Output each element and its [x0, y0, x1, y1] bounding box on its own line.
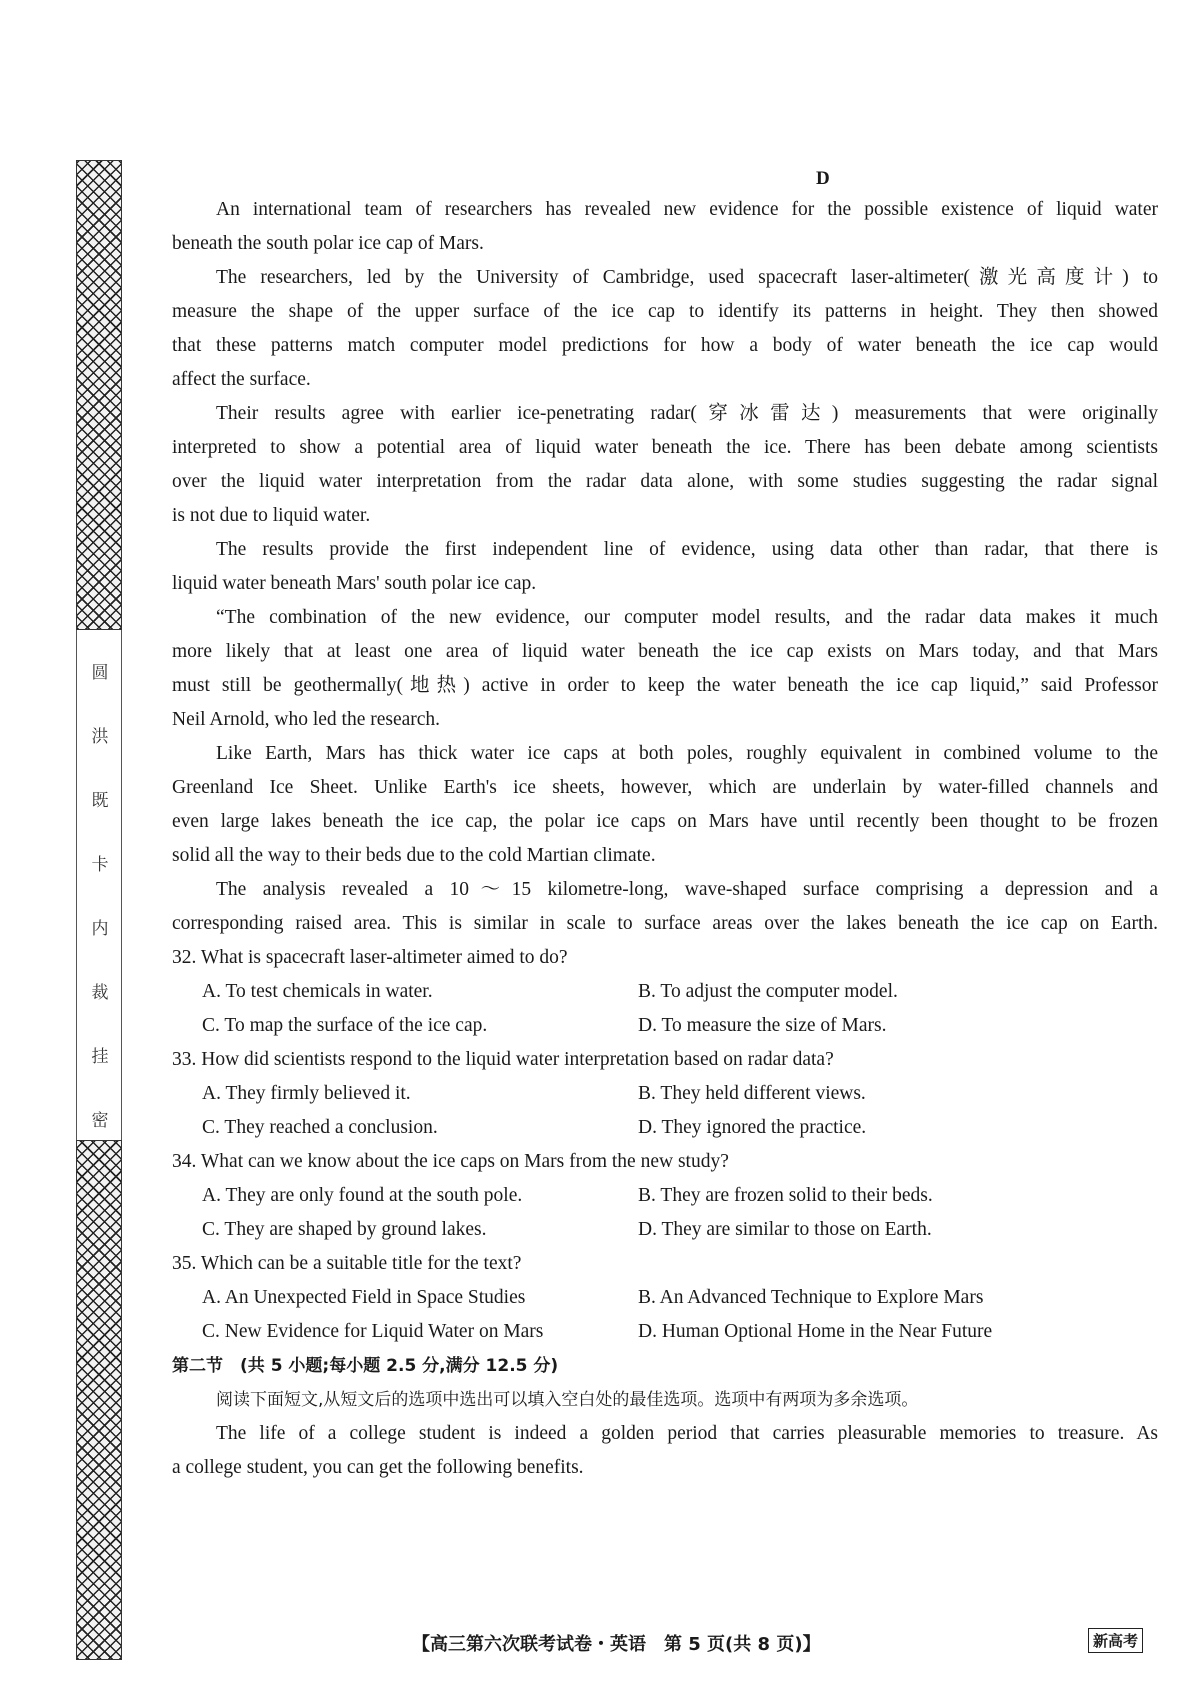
seal-char: 内 — [91, 919, 109, 939]
question-stem: 35. Which can be a suitable title for the text? — [172, 1253, 522, 1274]
decorative-pattern-bottom — [76, 1140, 122, 1660]
passage-line: The life of a college student is indeed a golden period that carries pleasurable memories to treasure. As — [216, 1423, 1158, 1444]
option-d[interactable]: D. They ignored the practice. — [638, 1117, 867, 1138]
passage-line: Their results agree with earlier ice-penetrating radar(穿冰雷达) measurements that were originally — [216, 403, 1158, 424]
decorative-pattern-top — [76, 160, 122, 630]
seal-char: 裁 — [91, 983, 109, 1003]
passage-line: even large lakes beneath the ice cap, the polar ice caps on Mars have until recently been thought to be frozen — [172, 811, 1158, 832]
passage-line: The results provide the first independent line of evidence, using data other than radar, that there is — [216, 539, 1158, 560]
passage-line: that these patterns match computer model predictions for how a body of water beneath the ice cap would — [172, 335, 1158, 356]
option-a[interactable]: A. An Unexpected Field in Space Studies — [202, 1287, 526, 1308]
option-b[interactable]: B. An Advanced Technique to Explore Mars — [638, 1287, 984, 1308]
seal-char: 密 — [91, 1111, 109, 1131]
option-c[interactable]: C. They are shaped by ground lakes. — [202, 1219, 487, 1240]
seal-line — [76, 630, 122, 1140]
passage-line: over the liquid water interpretation from the radar data alone, with some studies suggesting the radar signal — [172, 471, 1158, 492]
exam-badge: 新高考 — [1088, 1628, 1143, 1653]
binding-strip — [76, 160, 122, 1660]
option-c[interactable]: C. To map the surface of the ice cap. — [202, 1015, 488, 1036]
passage-line: liquid water beneath Mars' south polar ice cap. — [172, 573, 537, 594]
seal-char: 挂 — [91, 1047, 109, 1067]
option-c[interactable]: C. They reached a conclusion. — [202, 1117, 438, 1138]
seal-char: 圆 — [91, 663, 109, 683]
passage-line: Greenland Ice Sheet. Unlike Earth's ice sheets, however, which are underlain by water-filled channels and — [172, 777, 1158, 798]
question-stem: 33. How did scientists respond to the liquid water interpretation based on radar data? — [172, 1049, 834, 1070]
passage-line: An international team of researchers has revealed new evidence for the possible existence of liquid water — [216, 199, 1158, 220]
option-a[interactable]: A. To test chemicals in water. — [202, 981, 433, 1002]
passage-line: Neil Arnold, who led the research. — [172, 709, 441, 730]
option-c[interactable]: C. New Evidence for Liquid Water on Mars — [202, 1321, 544, 1342]
section-letter: D — [816, 168, 830, 189]
option-b[interactable]: B. They held different views. — [638, 1083, 866, 1104]
option-a[interactable]: A. They firmly believed it. — [202, 1083, 411, 1104]
option-d[interactable]: D. To measure the size of Mars. — [638, 1015, 887, 1036]
option-d[interactable]: D. They are similar to those on Earth. — [638, 1219, 932, 1240]
seal-char: 洪 — [91, 727, 109, 747]
passage-line: solid all the way to their beds due to the cold Martian climate. — [172, 845, 656, 866]
section-heading: 第二节 (共 5 小题;每小题 2.5 分,满分 12.5 分) — [172, 1356, 559, 1376]
passage-line: is not due to liquid water. — [172, 505, 371, 526]
seal-char: 既 — [91, 791, 109, 811]
seal-char: 卡 — [91, 855, 109, 875]
passage-line: “The combination of the new evidence, our computer model results, and the radar data makes it much — [216, 607, 1158, 628]
passage-line: The researchers, led by the University of Cambridge, used spacecraft laser-altimeter(激光高度计) to — [216, 267, 1158, 288]
option-b[interactable]: B. To adjust the computer model. — [638, 981, 898, 1002]
passage-line: interpreted to show a potential area of liquid water beneath the ice. There has been debate among scientists — [172, 437, 1158, 458]
section-instruction: 阅读下面短文,从短文后的选项中选出可以填入空白处的最佳选项。选项中有两项为多余选项。 — [216, 1390, 919, 1410]
passage-line: corresponding raised area. This is similar in scale to surface areas over the lakes beneath the ice cap on Earth. — [172, 913, 1158, 934]
passage-line: measure the shape of the upper surface of the ice cap to identify its patterns in height. They then showed — [172, 301, 1158, 322]
option-a[interactable]: A. They are only found at the south pole. — [202, 1185, 523, 1206]
question-stem: 34. What can we know about the ice caps on Mars from the new study? — [172, 1151, 729, 1172]
option-d[interactable]: D. Human Optional Home in the Near Future — [638, 1321, 993, 1342]
footer-title: 【高三第六次联考试卷・英语 第 5 页(共 8 页)】 — [412, 1634, 821, 1655]
option-b[interactable]: B. They are frozen solid to their beds. — [638, 1185, 933, 1206]
passage-line: beneath the south polar ice cap of Mars. — [172, 233, 484, 254]
question-stem: 32. What is spacecraft laser-altimeter aimed to do? — [172, 947, 568, 968]
passage-line: must still be geothermally(地热) active in order to keep the water beneath the ice cap liquid,” said Professor — [172, 675, 1158, 696]
passage-line: The analysis revealed a 10～15 kilometre-long, wave-shaped surface comprising a depression and a — [216, 879, 1158, 900]
passage-line: more likely that at least one area of liquid water beneath the ice cap exists on Mars today, and that Mars — [172, 641, 1158, 662]
passage-line: affect the surface. — [172, 369, 311, 390]
passage-line: Like Earth, Mars has thick water ice caps at both poles, roughly equivalent in combined volume to the — [216, 743, 1158, 764]
passage-line: a college student, you can get the following benefits. — [172, 1457, 584, 1478]
